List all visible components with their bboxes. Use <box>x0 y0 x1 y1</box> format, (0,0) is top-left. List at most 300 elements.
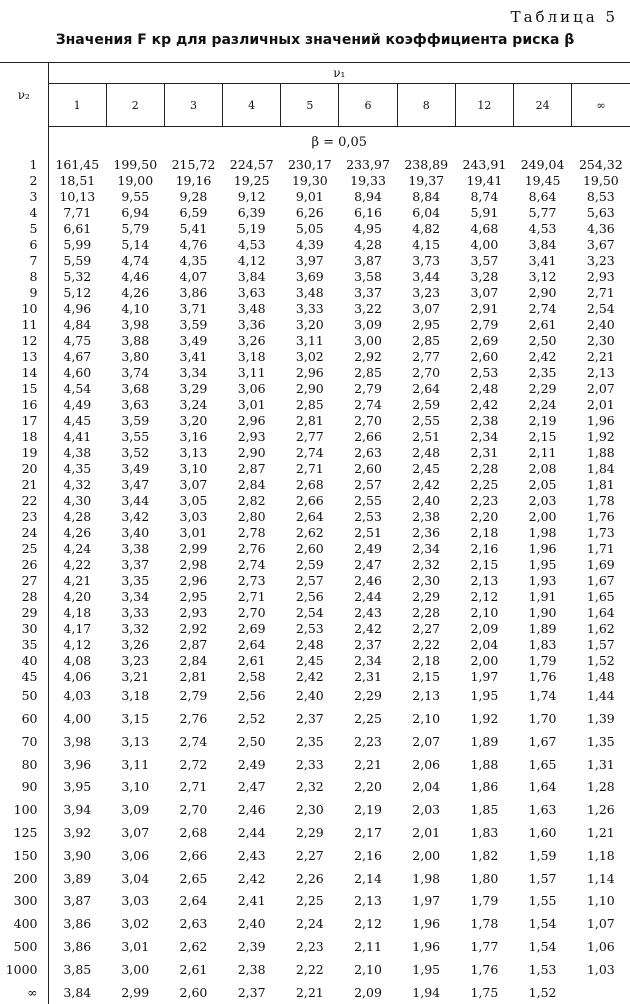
table-cell: 3,59 <box>164 317 222 333</box>
table-cell: 2,84 <box>164 653 222 669</box>
row-v2-label: 6 <box>0 237 48 253</box>
table-cell: 1,67 <box>572 573 630 589</box>
table-row <box>0 731 630 754</box>
table-row <box>0 913 630 936</box>
table-row <box>0 461 630 477</box>
table-cell: 3,63 <box>223 285 281 301</box>
column-header: ∞ <box>572 84 630 127</box>
table-cell: 5,32 <box>48 269 106 285</box>
table-cell: 3,21 <box>106 669 164 685</box>
table-cell: 2,10 <box>339 959 397 982</box>
table-cell: 1,03 <box>572 959 630 982</box>
table-cell: 1,95 <box>514 557 572 573</box>
table-cell: 2,48 <box>397 445 455 461</box>
table-cell: 1,91 <box>514 589 572 605</box>
table-cell: 2,40 <box>223 913 281 936</box>
table-cell: 4,12 <box>223 253 281 269</box>
table-cell: 2,07 <box>572 381 630 397</box>
table-cell: 3,07 <box>164 477 222 493</box>
row-v2-label: 5 <box>0 221 48 237</box>
table-cell: 4,28 <box>339 237 397 253</box>
table-row <box>0 445 630 461</box>
table-cell: 2,01 <box>397 822 455 845</box>
table-row <box>0 173 630 189</box>
table-cell: 2,14 <box>339 867 397 890</box>
table-cell: 2,29 <box>397 589 455 605</box>
table-cell: 2,22 <box>281 959 339 982</box>
table-cell: 3,34 <box>106 589 164 605</box>
table-cell: 3,84 <box>48 981 106 1004</box>
table-cell: 4,20 <box>48 589 106 605</box>
table-cell: 2,69 <box>455 333 513 349</box>
table-cell: 2,30 <box>572 333 630 349</box>
table-cell: 1,53 <box>514 959 572 982</box>
table-cell: 1,84 <box>572 461 630 477</box>
table-cell: 4,17 <box>48 621 106 637</box>
table-row <box>0 221 630 237</box>
row-v2-label: 8 <box>0 269 48 285</box>
table-cell: 4,36 <box>572 221 630 237</box>
table-cell: 1,96 <box>397 936 455 959</box>
table-cell: 254,32 <box>572 157 630 173</box>
table-cell: 3,00 <box>106 959 164 982</box>
table-cell: 1,83 <box>455 822 513 845</box>
table-cell: 230,17 <box>281 157 339 173</box>
table-cell: 2,42 <box>281 669 339 685</box>
table-cell: 3,95 <box>48 776 106 799</box>
table-cell: 3,13 <box>164 445 222 461</box>
table-row <box>0 237 630 253</box>
table-cell: 2,61 <box>223 653 281 669</box>
table-row <box>0 285 630 301</box>
table-cell: 2,85 <box>281 397 339 413</box>
table-cell: 2,09 <box>339 981 397 1004</box>
column-header: 4 <box>223 84 281 127</box>
table-row <box>0 349 630 365</box>
table-cell: 1,97 <box>455 669 513 685</box>
table-cell: 3,33 <box>281 301 339 317</box>
table-cell: 4,32 <box>48 477 106 493</box>
table-cell: 4,00 <box>48 708 106 731</box>
table-cell: 4,26 <box>106 285 164 301</box>
table-cell: 3,09 <box>106 799 164 822</box>
table-cell: 2,70 <box>223 605 281 621</box>
table-cell: 2,53 <box>339 509 397 525</box>
table-cell: 6,26 <box>281 205 339 221</box>
table-cell: 2,25 <box>455 477 513 493</box>
table-row <box>0 822 630 845</box>
table-cell: 2,93 <box>223 429 281 445</box>
table-cell: 2,74 <box>514 301 572 317</box>
table-row <box>0 509 630 525</box>
table-cell: 2,38 <box>455 413 513 429</box>
row-v2-label: 28 <box>0 589 48 605</box>
table-cell: 2,64 <box>397 381 455 397</box>
row-v2-label: 40 <box>0 653 48 669</box>
table-cell: 18,51 <box>48 173 106 189</box>
table-cell: 3,11 <box>281 333 339 349</box>
table-cell: 2,38 <box>223 959 281 982</box>
table-cell: 3,24 <box>164 397 222 413</box>
table-cell: 1,21 <box>572 822 630 845</box>
table-cell: 3,32 <box>106 621 164 637</box>
table-cell: 2,13 <box>572 365 630 381</box>
table-cell: 2,44 <box>223 822 281 845</box>
table-cell: 2,06 <box>397 753 455 776</box>
table-row <box>0 477 630 493</box>
table-cell: 6,04 <box>397 205 455 221</box>
table-cell: 3,00 <box>339 333 397 349</box>
table-cell <box>572 981 630 1004</box>
table-cell: 1,70 <box>514 708 572 731</box>
table-cell: 3,05 <box>164 493 222 509</box>
table-cell: 1,89 <box>514 621 572 637</box>
table-cell: 3,90 <box>48 845 106 868</box>
table-cell: 2,62 <box>281 525 339 541</box>
table-cell: 3,37 <box>106 557 164 573</box>
table-cell: 3,23 <box>397 285 455 301</box>
table-cell: 3,44 <box>106 493 164 509</box>
table-cell: 4,24 <box>48 541 106 557</box>
table-row <box>0 253 630 269</box>
table-row <box>0 525 630 541</box>
beta-row-spacer <box>0 127 48 158</box>
table-cell: 3,23 <box>106 653 164 669</box>
table-cell: 1,88 <box>572 445 630 461</box>
table-cell: 1,69 <box>572 557 630 573</box>
table-cell: 2,93 <box>572 269 630 285</box>
table-cell: 2,55 <box>339 493 397 509</box>
table-cell: 3,52 <box>106 445 164 461</box>
table-cell: 2,64 <box>281 509 339 525</box>
table-cell: 2,03 <box>514 493 572 509</box>
table-cell: 4,95 <box>339 221 397 237</box>
table-cell: 233,97 <box>339 157 397 173</box>
table-cell: 3,16 <box>164 429 222 445</box>
table-cell: 2,10 <box>397 708 455 731</box>
table-cell: 2,65 <box>164 867 222 890</box>
table-cell: 1,75 <box>455 981 513 1004</box>
table-cell: 2,17 <box>339 822 397 845</box>
table-cell: 2,36 <box>397 525 455 541</box>
row-v2-label: 13 <box>0 349 48 365</box>
table-cell: 5,79 <box>106 221 164 237</box>
row-v2-label: 60 <box>0 708 48 731</box>
table-cell: 2,23 <box>339 731 397 754</box>
table-cell: 2,53 <box>281 621 339 637</box>
table-cell: 3,69 <box>281 269 339 285</box>
table-cell: 3,98 <box>48 731 106 754</box>
table-cell: 2,82 <box>223 493 281 509</box>
table-cell: 5,41 <box>164 221 222 237</box>
row-v2-label: 11 <box>0 317 48 333</box>
table-cell: 1,65 <box>572 589 630 605</box>
table-cell: 2,41 <box>223 890 281 913</box>
table-row <box>0 189 630 205</box>
table-cell: 1,76 <box>514 669 572 685</box>
table-cell: 19,16 <box>164 173 222 189</box>
table-cell: 2,81 <box>164 669 222 685</box>
table-cell: 2,27 <box>397 621 455 637</box>
table-cell: 1,94 <box>397 981 455 1004</box>
table-cell: 19,00 <box>106 173 164 189</box>
table-cell: 2,18 <box>397 653 455 669</box>
table-cell: 2,64 <box>223 637 281 653</box>
table-cell: 3,41 <box>164 349 222 365</box>
table-cell: 1,54 <box>514 913 572 936</box>
table-cell: 1,52 <box>572 653 630 669</box>
table-cell: 1,77 <box>455 936 513 959</box>
table-cell: 2,87 <box>164 637 222 653</box>
table-cell: 2,37 <box>223 981 281 1004</box>
table-cell: 1,83 <box>514 637 572 653</box>
table-cell: 2,21 <box>281 981 339 1004</box>
table-cell: 243,91 <box>455 157 513 173</box>
table-cell: 3,26 <box>106 637 164 653</box>
table-cell: 2,29 <box>514 381 572 397</box>
table-cell: 2,47 <box>223 776 281 799</box>
table-row <box>0 157 630 173</box>
table-cell: 2,35 <box>514 365 572 381</box>
table-cell: 4,28 <box>48 509 106 525</box>
table-cell: 4,08 <box>48 653 106 669</box>
table-cell: 2,19 <box>514 413 572 429</box>
row-v2-label: 10 <box>0 301 48 317</box>
table-cell: 2,60 <box>281 541 339 557</box>
row-v2-label: 7 <box>0 253 48 269</box>
column-header: 2 <box>106 84 164 127</box>
row-v2-label: 15 <box>0 381 48 397</box>
table-cell: 2,34 <box>339 653 397 669</box>
table-cell: 3,02 <box>106 913 164 936</box>
table-cell: 3,55 <box>106 429 164 445</box>
table-cell: 4,07 <box>164 269 222 285</box>
table-cell: 4,84 <box>48 317 106 333</box>
table-cell: 1,97 <box>397 890 455 913</box>
table-cell: 19,33 <box>339 173 397 189</box>
table-cell: 2,54 <box>572 301 630 317</box>
row-v2-label: 9 <box>0 285 48 301</box>
table-cell: 2,40 <box>397 493 455 509</box>
table-cell: 2,66 <box>164 845 222 868</box>
row-v2-label: 30 <box>0 621 48 637</box>
table-cell: 1,62 <box>572 621 630 637</box>
table-cell: 2,61 <box>164 959 222 982</box>
table-cell: 2,48 <box>455 381 513 397</box>
table-cell: 4,54 <box>48 381 106 397</box>
table-cell: 2,60 <box>164 981 222 1004</box>
table-cell: 4,00 <box>455 237 513 253</box>
table-cell: 1,52 <box>514 981 572 1004</box>
table-cell: 2,15 <box>397 669 455 685</box>
table-cell: 2,77 <box>281 429 339 445</box>
table-cell: 2,07 <box>397 731 455 754</box>
table-cell: 4,38 <box>48 445 106 461</box>
table-row <box>0 776 630 799</box>
table-cell: 19,50 <box>572 173 630 189</box>
table-row <box>0 936 630 959</box>
table-cell: 224,57 <box>223 157 281 173</box>
table-cell: 2,79 <box>164 685 222 708</box>
table-cell: 2,38 <box>397 509 455 525</box>
table-row <box>0 317 630 333</box>
table-cell: 4,35 <box>164 253 222 269</box>
table-cell: 2,54 <box>281 605 339 621</box>
table-cell: 5,91 <box>455 205 513 221</box>
table-row <box>0 959 630 982</box>
table-row <box>0 685 630 708</box>
table-cell: 3,42 <box>106 509 164 525</box>
table-cell: 3,37 <box>339 285 397 301</box>
table-cell: 3,48 <box>223 301 281 317</box>
table-cell: 1,76 <box>572 509 630 525</box>
table-cell: 1,92 <box>455 708 513 731</box>
table-cell: 2,99 <box>106 981 164 1004</box>
table-cell: 1,64 <box>514 776 572 799</box>
table-cell: 2,59 <box>397 397 455 413</box>
table-cell: 3,58 <box>339 269 397 285</box>
row-v2-label: 3 <box>0 189 48 205</box>
table-cell: 3,01 <box>164 525 222 541</box>
table-row <box>0 573 630 589</box>
table-cell: 2,72 <box>164 753 222 776</box>
table-cell: 2,13 <box>397 685 455 708</box>
row-v2-label: 16 <box>0 397 48 413</box>
row-v2-label: 4 <box>0 205 48 221</box>
table-cell: 1,54 <box>514 936 572 959</box>
table-cell: 3,13 <box>106 731 164 754</box>
table-cell: 1,39 <box>572 708 630 731</box>
table-cell: 3,10 <box>106 776 164 799</box>
table-cell: 4,30 <box>48 493 106 509</box>
table-cell: 2,16 <box>339 845 397 868</box>
table-cell: 2,15 <box>455 557 513 573</box>
table-cell: 2,24 <box>514 397 572 413</box>
table-cell: 2,43 <box>339 605 397 621</box>
table-cell: 1,65 <box>514 753 572 776</box>
table-cell: 2,61 <box>514 317 572 333</box>
table-cell: 2,71 <box>281 461 339 477</box>
table-cell: 2,23 <box>281 936 339 959</box>
table-cell: 1,76 <box>455 959 513 982</box>
table-cell: 3,84 <box>223 269 281 285</box>
table-cell: 19,41 <box>455 173 513 189</box>
table-cell: 2,31 <box>339 669 397 685</box>
table-cell: 2,79 <box>339 381 397 397</box>
table-cell: 2,23 <box>455 493 513 509</box>
table-cell: 2,44 <box>339 589 397 605</box>
table-cell: 9,12 <box>223 189 281 205</box>
table-cell: 3,01 <box>223 397 281 413</box>
table-cell: 2,53 <box>455 365 513 381</box>
row-v2-label: 21 <box>0 477 48 493</box>
table-cell: 3,33 <box>106 605 164 621</box>
table-cell: 4,03 <box>48 685 106 708</box>
table-cell: 3,63 <box>106 397 164 413</box>
table-cell: 2,43 <box>223 845 281 868</box>
table-cell: 2,34 <box>455 429 513 445</box>
row-v2-label: 18 <box>0 429 48 445</box>
table-row <box>0 653 630 669</box>
table-cell: 1,89 <box>455 731 513 754</box>
table-cell: 5,05 <box>281 221 339 237</box>
table-cell: 2,52 <box>223 708 281 731</box>
table-cell: 3,18 <box>106 685 164 708</box>
table-cell: 2,70 <box>397 365 455 381</box>
row-v2-label: 22 <box>0 493 48 509</box>
table-cell: 1,98 <box>397 867 455 890</box>
table-row <box>0 605 630 621</box>
table-cell: 2,74 <box>339 397 397 413</box>
table-cell: 3,85 <box>48 959 106 982</box>
table-row <box>0 413 630 429</box>
table-cell: 2,96 <box>223 413 281 429</box>
table-cell: 3,06 <box>106 845 164 868</box>
table-cell: 2,51 <box>339 525 397 541</box>
table-cell: 2,59 <box>281 557 339 573</box>
row-v2-label: 150 <box>0 845 48 868</box>
table-cell: 1,78 <box>572 493 630 509</box>
table-cell: 215,72 <box>164 157 222 173</box>
column-header: 12 <box>455 84 513 127</box>
table-cell: 1,64 <box>572 605 630 621</box>
table-cell: 3,71 <box>164 301 222 317</box>
table-cell: 4,68 <box>455 221 513 237</box>
table-cell: 4,82 <box>397 221 455 237</box>
table-cell: 4,12 <box>48 637 106 653</box>
table-cell: 4,06 <box>48 669 106 685</box>
table-cell: 2,00 <box>514 509 572 525</box>
table-cell: 1,74 <box>514 685 572 708</box>
table-cell: 2,30 <box>397 573 455 589</box>
table-cell: 3,29 <box>164 381 222 397</box>
table-cell: 2,66 <box>339 429 397 445</box>
table-cell: 1,81 <box>572 477 630 493</box>
table-cell: 2,85 <box>339 365 397 381</box>
column-header: 5 <box>281 84 339 127</box>
table-cell: 1,67 <box>514 731 572 754</box>
table-cell: 1,07 <box>572 913 630 936</box>
table-cell: 6,61 <box>48 221 106 237</box>
table-cell: 5,99 <box>48 237 106 253</box>
table-cell: 2,90 <box>223 445 281 461</box>
table-cell: 2,45 <box>397 461 455 477</box>
table-cell: 6,59 <box>164 205 222 221</box>
table-cell: 3,07 <box>397 301 455 317</box>
table-cell: 4,67 <box>48 349 106 365</box>
table-cell: 3,49 <box>106 461 164 477</box>
table-cell: 2,73 <box>223 573 281 589</box>
header-v2: ν₂ <box>0 63 48 127</box>
table-cell: 2,40 <box>281 685 339 708</box>
table-cell: 1,85 <box>455 799 513 822</box>
table-cell: 3,87 <box>339 253 397 269</box>
row-v2-label: 90 <box>0 776 48 799</box>
table-cell: 3,20 <box>281 317 339 333</box>
table-cell: 3,26 <box>223 333 281 349</box>
table-cell: 19,30 <box>281 173 339 189</box>
table-row <box>0 981 630 1004</box>
table-cell: 1,28 <box>572 776 630 799</box>
table-row <box>0 429 630 445</box>
table-cell: 7,71 <box>48 205 106 221</box>
table-cell: 2,42 <box>223 867 281 890</box>
table-cell: 2,63 <box>339 445 397 461</box>
table-cell: 2,68 <box>281 477 339 493</box>
table-cell: 1,88 <box>455 753 513 776</box>
table-cell: 2,25 <box>339 708 397 731</box>
table-row <box>0 890 630 913</box>
